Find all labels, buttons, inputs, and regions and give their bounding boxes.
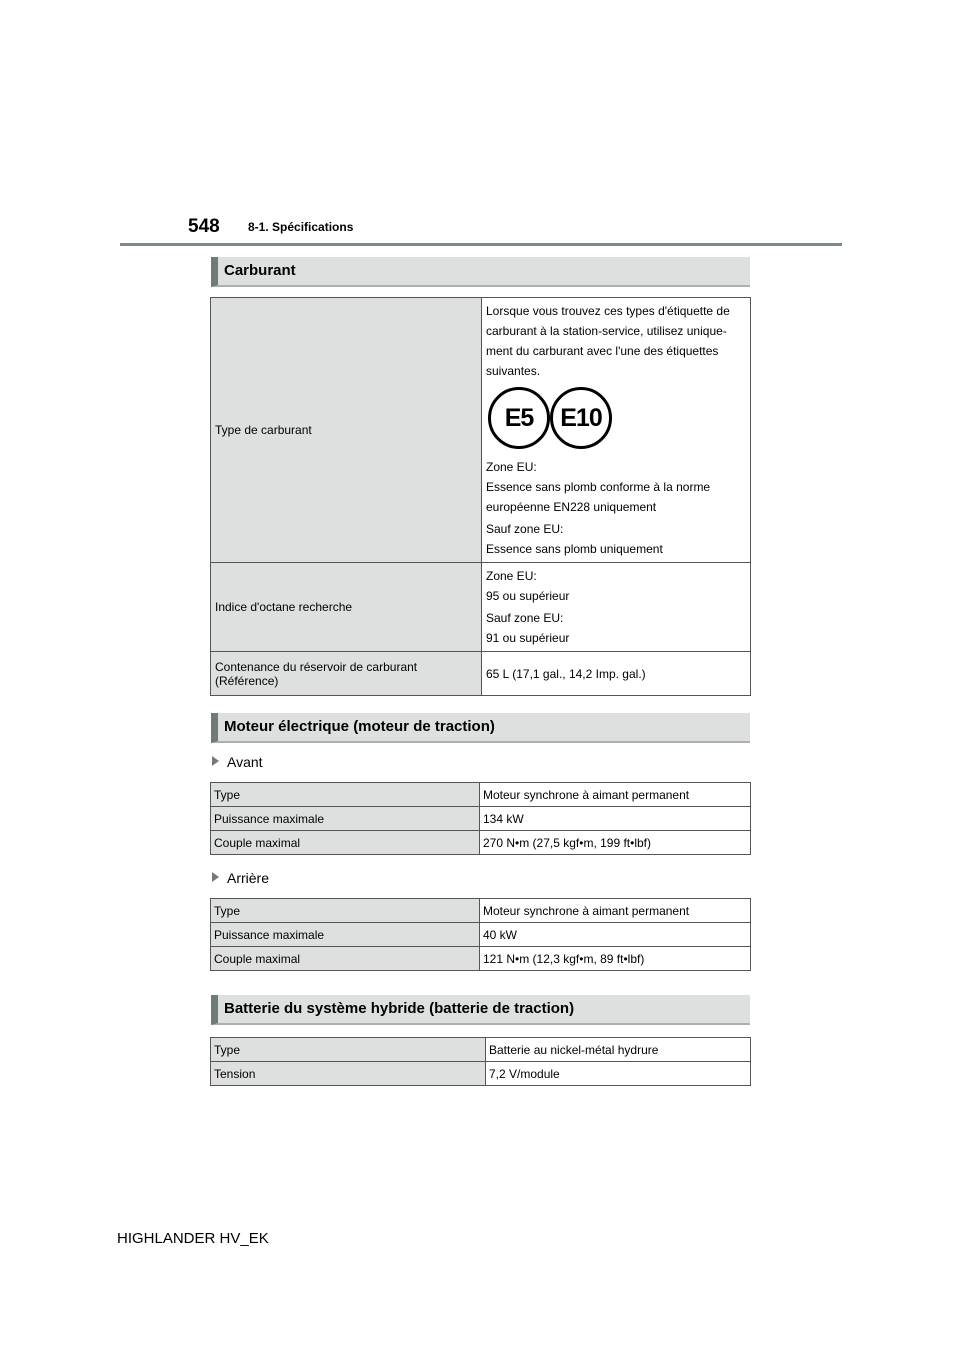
rear-type-value: Moteur synchrone à aimant permanent [480, 899, 751, 923]
battery-type-label: Type [211, 1038, 486, 1062]
battery-voltage-value: 7,2 V/module [486, 1062, 751, 1086]
section-breadcrumb: 8-1. Spécifications [248, 220, 354, 234]
fuel-type-intro: Lorsque vous trouvez ces types d'étiquette de carburant à la station-service, utilisez unique-ment du carburant avec l'une des étiquettes suivantes. [486, 304, 730, 378]
rear-power-label: Puissance maximale [211, 923, 480, 947]
rear-power-value: 40 kW [480, 923, 751, 947]
fuel-table [210, 297, 751, 696]
non-eu-title: Sauf zone EU: [486, 522, 564, 536]
table-row [211, 831, 751, 855]
fuel-type-value [482, 298, 751, 563]
zone-eu-text: Essence sans plomb conforme à la norme européenne EN228 uniquement [486, 480, 711, 514]
battery-type-value: Batterie au nickel-métal hydrure [486, 1038, 751, 1062]
octane-value [482, 563, 751, 652]
table-row [211, 783, 751, 807]
table-row [211, 1062, 751, 1086]
table-row [211, 298, 751, 563]
e10-label-icon: E10 [550, 387, 612, 449]
table-row [211, 652, 751, 696]
octane-eu-text: 95 ou supérieur [486, 589, 570, 603]
front-type-value: Moteur synchrone à aimant permanent [480, 783, 751, 807]
battery-voltage-label: Tension [211, 1062, 486, 1086]
table-row [211, 563, 751, 652]
header-divider [120, 243, 842, 246]
rear-torque-value: 121 N•m (12,3 kgf•m, 89 ft•lbf) [480, 947, 751, 971]
triangle-bullet-icon [212, 756, 219, 766]
subsection-rear-title: Arrière [227, 870, 270, 886]
tank-capacity-label: Contenance du réservoir de carburant (Référence) [211, 652, 482, 696]
page-number: 548 [188, 216, 220, 237]
subsection-rear [212, 870, 269, 886]
front-torque-label: Couple maximal [211, 831, 480, 855]
front-type-label: Type [211, 783, 480, 807]
table-row [211, 1038, 751, 1062]
fuel-labels [488, 387, 746, 449]
subsection-front [212, 754, 263, 770]
table-row [211, 899, 751, 923]
rear-type-label: Type [211, 899, 480, 923]
table-row [211, 807, 751, 831]
e5-label-icon: E5 [488, 387, 550, 449]
section-title-fuel: Carburant [211, 257, 750, 287]
subsection-front-title: Avant [227, 754, 263, 770]
battery-table [210, 1037, 751, 1086]
octane-eu-title: Zone EU: [486, 569, 537, 583]
section-title-motor: Moteur électrique (moteur de traction) [211, 713, 750, 743]
front-power-value: 134 kW [480, 807, 751, 831]
tank-capacity-value: 65 L (17,1 gal., 14,2 Imp. gal.) [482, 652, 751, 696]
footer-model: HIGHLANDER HV_EK [117, 1230, 269, 1247]
fuel-type-label: Type de carburant [211, 298, 482, 563]
non-eu-text: Essence sans plomb uniquement [486, 542, 663, 556]
rear-motor-table [210, 898, 751, 971]
zone-eu-title: Zone EU: [486, 460, 537, 474]
octane-non-eu-title: Sauf zone EU: [486, 611, 564, 625]
triangle-bullet-icon [212, 872, 219, 882]
front-power-label: Puissance maximale [211, 807, 480, 831]
section-title-battery: Batterie du système hybride (batterie de traction) [211, 995, 750, 1025]
octane-non-eu-text: 91 ou supérieur [486, 631, 570, 645]
front-torque-value: 270 N•m (27,5 kgf•m, 199 ft•lbf) [480, 831, 751, 855]
table-row [211, 947, 751, 971]
rear-torque-label: Couple maximal [211, 947, 480, 971]
octane-label: Indice d'octane recherche [211, 563, 482, 652]
table-row [211, 923, 751, 947]
front-motor-table [210, 782, 751, 855]
